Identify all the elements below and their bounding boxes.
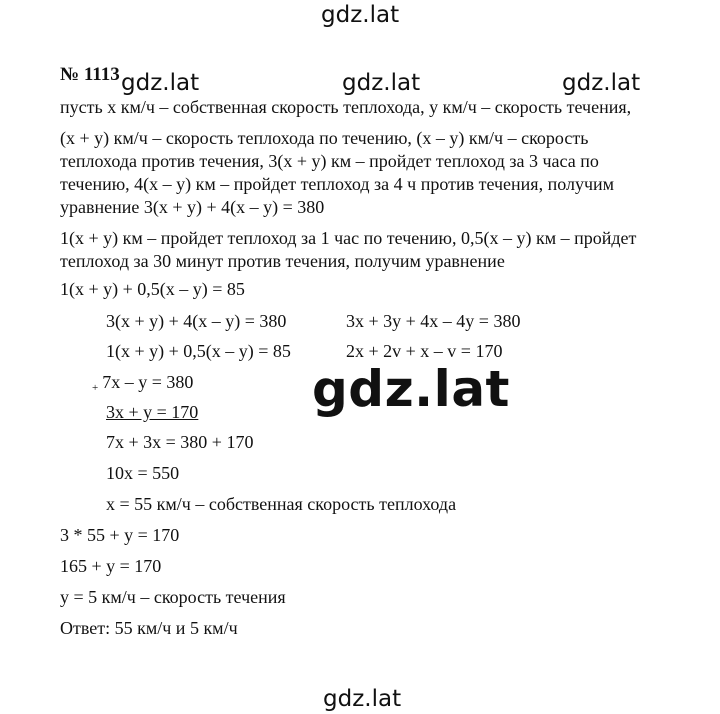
- answer-line: Ответ: 55 км/ч и 5 км/ч: [60, 618, 238, 638]
- watermark-row1-center: gdz.lat: [342, 70, 421, 96]
- tail-line-2: 165 + у = 170: [60, 556, 162, 576]
- system-left-2: 1(х + у) + 0,5(х – у) = 85: [106, 341, 291, 361]
- solution-step-3: 7х + 3х = 380 + 170: [106, 432, 254, 452]
- system-right-1: 3х + 3у + 4х – 4у = 380: [346, 311, 521, 331]
- intro-line-3: теплохода против течения, 3(х + у) км – пройдет теплоход за 3 часа по: [60, 151, 599, 171]
- intro-line-2: (х + у) км/ч – скорость теплохода по течению, (х – у) км/ч – скорость: [60, 128, 589, 148]
- intro-line-6: 1(х + у) км – пройдет теплоход за 1 час по течению, 0,5(х – у) км – пройдет: [60, 228, 637, 248]
- system-right-2: 2х + 2v + х – v = 170: [346, 341, 503, 361]
- solution-step-5: х = 55 км/ч – собственная скорость теплохода: [106, 494, 457, 514]
- watermark-row1-right: gdz.lat: [562, 70, 641, 96]
- tail-line-3: у = 5 км/ч – скорость течения: [60, 587, 286, 607]
- intro-line-4: течению, 4(х – у) км – пройдет теплоход за 4 ч против течения, получим: [60, 174, 615, 194]
- intro-line-7: теплоход за 30 минут против течения, получим уравнение: [60, 251, 505, 271]
- plus-sign: +: [92, 382, 99, 394]
- watermark-row1-left: gdz.lat: [121, 70, 200, 96]
- solution-step-1: [92, 371, 193, 399]
- intro-line-5: уравнение 3(х + у) + 4(х – у) = 380: [60, 197, 325, 217]
- watermark-top: gdz.lat: [321, 2, 400, 28]
- system-left-1: 3(х + у) + 4(х – у) = 380: [106, 311, 287, 331]
- solution-step-1-text: 7х – у = 380: [102, 372, 194, 392]
- tail-line-1: 3 * 55 + у = 170: [60, 525, 180, 545]
- intro-line-8: 1(х + у) + 0,5(х – у) = 85: [60, 279, 245, 299]
- watermark-bottom: gdz.lat: [323, 686, 402, 712]
- solution-step-4: 10х = 550: [106, 463, 180, 483]
- watermark-center: gdz.lat: [312, 360, 510, 418]
- problem-number: № 1113: [60, 64, 120, 85]
- solution-step-2: 3х + у = 170: [106, 402, 199, 422]
- intro-line-1: пусть х км/ч – собственная скорость теплохода, у км/ч – скорость течения,: [60, 97, 632, 117]
